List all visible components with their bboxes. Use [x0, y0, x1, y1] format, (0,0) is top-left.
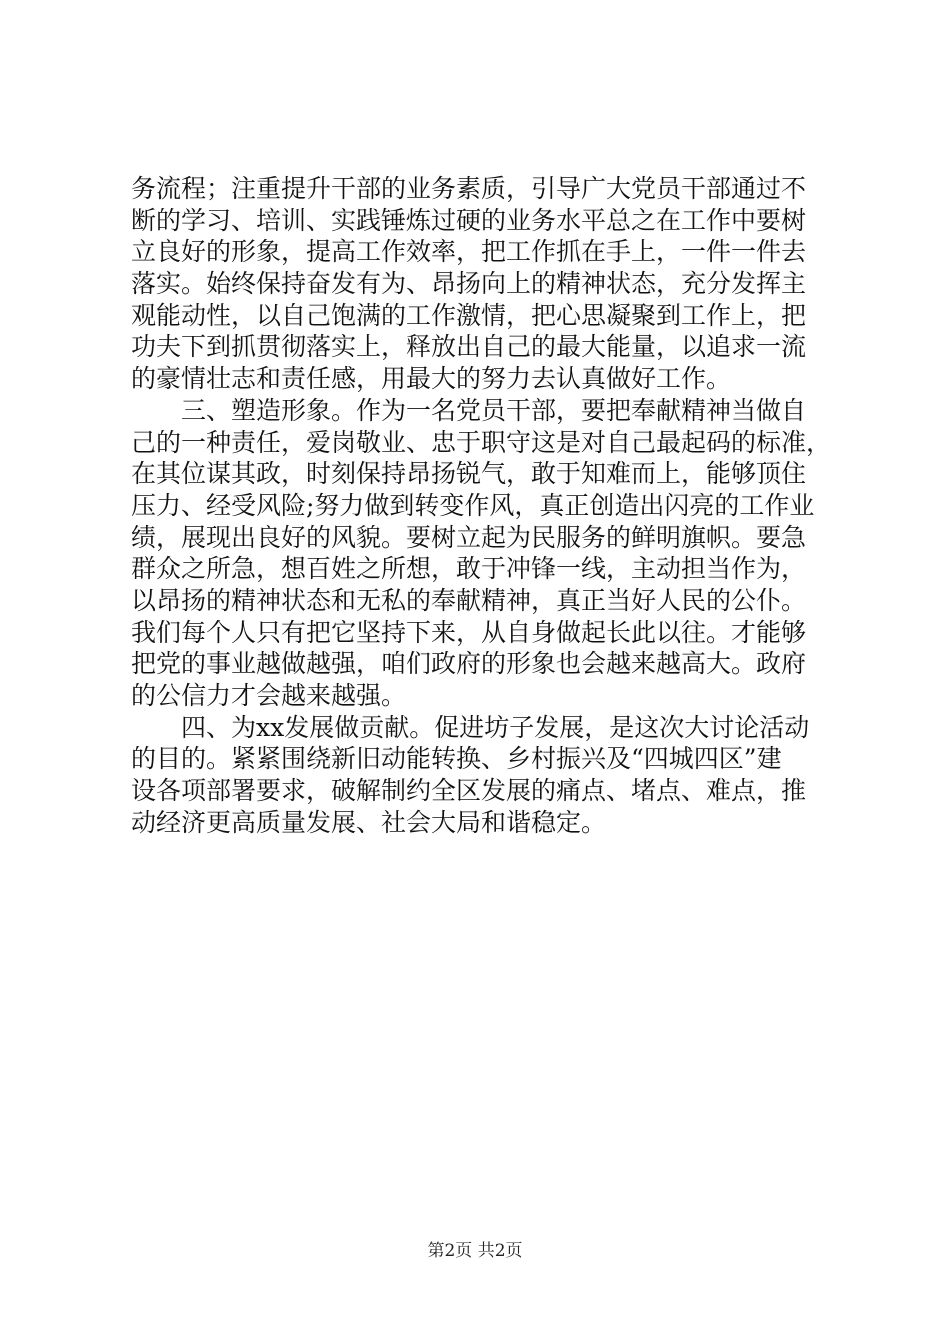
body-line: 的豪情壮志和责任感，用最大的努力去认真做好工作。	[131, 364, 732, 394]
body-line: 功夫下到抓贯彻落实上，释放出自己的最大能量，以追求一流	[131, 332, 807, 362]
page-number-footer: 第2页 共2页	[427, 1241, 523, 1261]
body-line: 压力、经受风险;努力做到转变作风，真正创造出闪亮的工作业	[131, 490, 815, 520]
body-line: 的目的。紧紧围绕新旧动能转换、乡村振兴及“四城四区”建	[131, 744, 782, 774]
body-line: 我们每个人只有把它坚持下来，从自身做起长此以往。才能够	[131, 617, 807, 647]
body-line: 的公信力才会越来越强。	[131, 681, 407, 710]
section-four-heading-line: 四、为xx发展做贡献。促进坊子发展，是这次大讨论活动	[181, 712, 810, 742]
body-line: 务流程；注重提升干部的业务素质，引导广大党员干部通过不	[131, 174, 807, 203]
document-body	[131, 173, 831, 838]
body-line: 落实。始终保持奋发有为、昂扬向上的精神状态，充分发挥主	[131, 269, 807, 299]
body-line: 动经济更高质量发展、社会大局和谐稳定。	[131, 807, 607, 837]
body-line: 以昂扬的精神状态和无私的奉献精神，真正当好人民的公仆。	[131, 585, 807, 615]
body-line: 设各项部署要求，破解制约全区发展的痛点、堵点、难点，推	[131, 776, 807, 806]
body-line: 立良好的形象，提高工作效率，把工作抓在手上，一件一件去	[131, 237, 807, 267]
body-line: 把党的事业越做越强，咱们政府的形象也会越来越高大。政府	[131, 649, 807, 679]
body-line: 断的学习、培训、实践锤炼过硬的业务水平总之在工作中要树	[131, 205, 807, 235]
section-three-heading-line: 三、塑造形象。作为一名党员干部，要把奉献精神当做自	[181, 395, 807, 425]
body-line: 观能动性，以自己饱满的工作激情，把心思凝聚到工作上，把	[131, 300, 807, 330]
body-line: 己的一种责任，爱岗敬业、忠于职守这是对自己最起码的标准，	[131, 427, 832, 457]
body-line: 在其位谋其政，时刻保持昂扬锐气，敢于知难而上，能够顶住	[131, 459, 807, 489]
body-line: 群众之所急，想百姓之所想，敢于冲锋一线，主动担当作为，	[131, 554, 807, 584]
body-line: 绩，展现出良好的风貌。要树立起为民服务的鲜明旗帜。要急	[131, 522, 807, 552]
